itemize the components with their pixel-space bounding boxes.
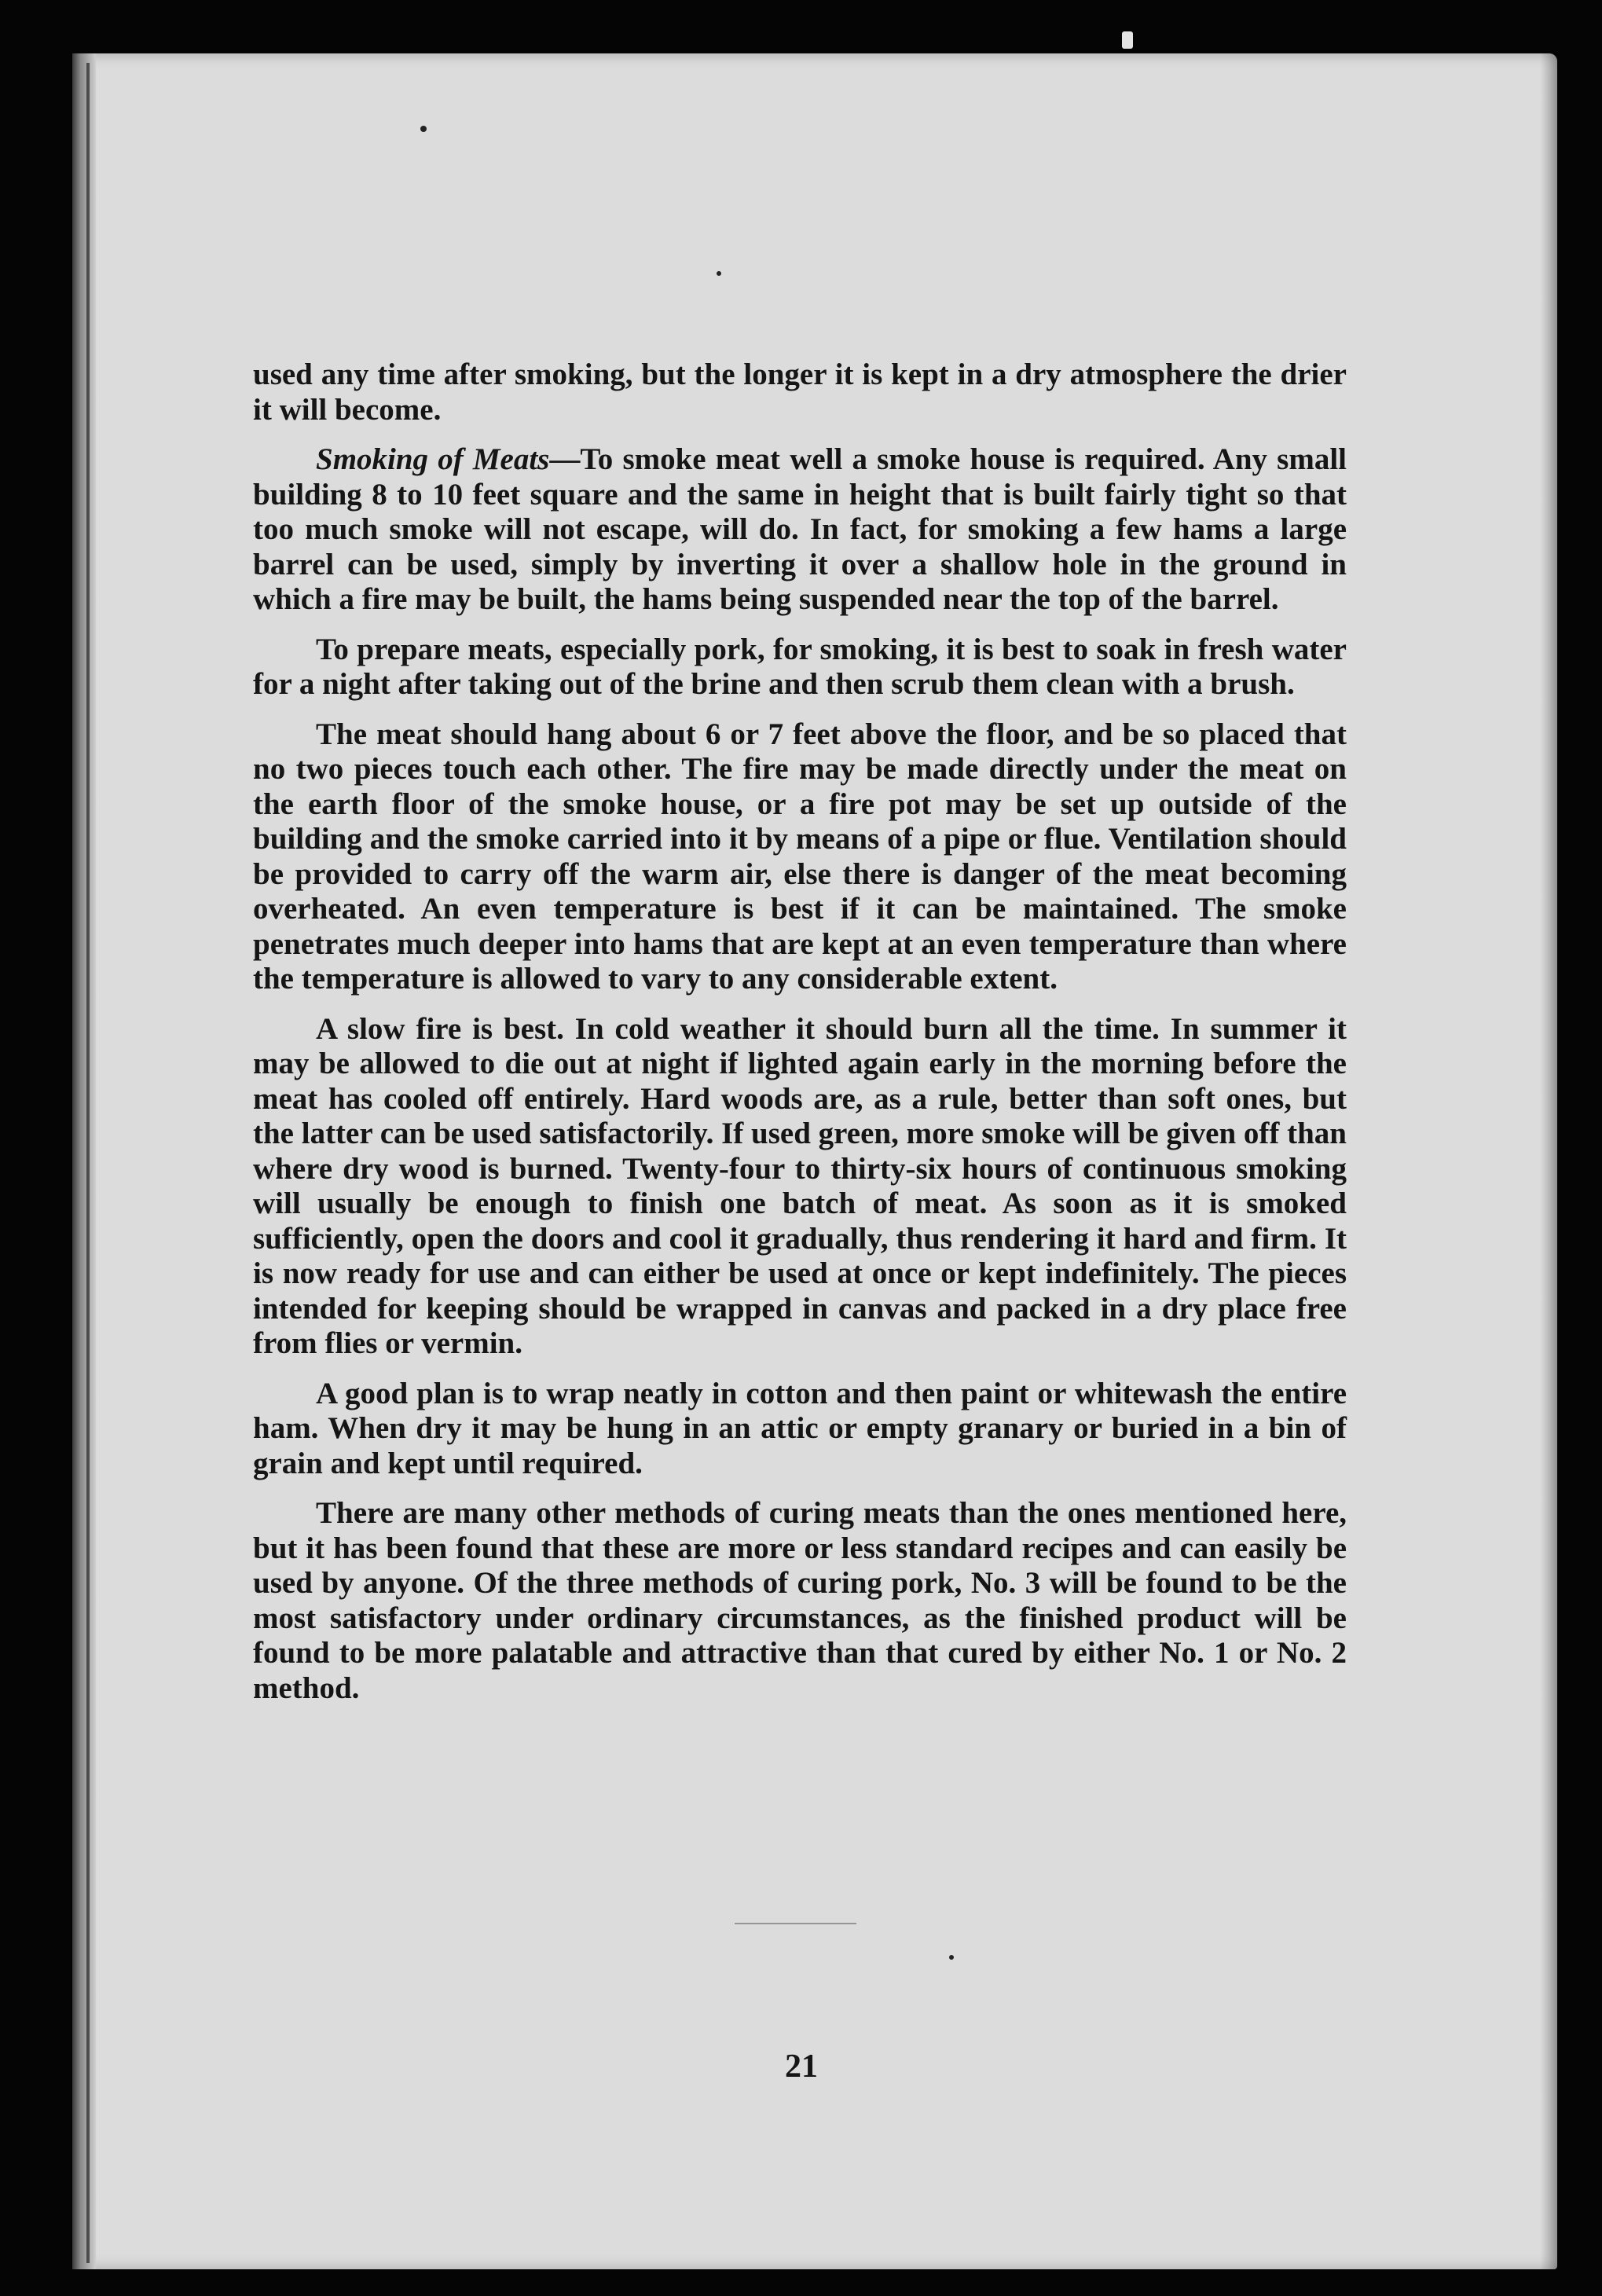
paragraph xyxy=(253,633,1347,702)
scan-speck xyxy=(717,271,721,276)
page-number: 21 xyxy=(785,2048,818,2085)
body-text xyxy=(253,358,1347,1721)
paragraph xyxy=(253,1377,1347,1482)
paragraph-text: The meat should hang about 6 or 7 feet above the floor, and be so placed that no two pieces touch each other. The fire may be made directly under the meat on the earth floor of the smoke house, or a fire pot may be set up outside of the building and the smoke carried into it by means of a pipe or flue. Ventilation should be provided to carry off the warm air, else there is danger of the meat becoming overheated. An even temperature is best if it can be maintained. The smoke penetrates much deeper into hams that are kept at an even temperature than where the temperature is allowed to vary to any considerable extent. xyxy=(253,717,1347,996)
paragraph-text: A slow fire is best. In cold weather it should burn all the time. In summer it may be allowed to die out at night if lighted again early in the morning before the meat has cooled off entirely. Hard woods are, as a rule, better than soft ones, but the latter can be used satisfactorily. If used green, more smoke will be given off than where dry wood is burned. Twenty-four to thirty-six hours of continuous smoking will usually be enough to finish one batch of meat. As soon as it is smoked sufficiently, open the doors and cool it gradually, thus rendering it hard and firm. It is now ready for use and can either be used at once or kept indefinitely. The pieces intended for keeping should be wrapped in canvas and packed in a dry place free from flies or vermin. xyxy=(253,1011,1347,1360)
paragraph-text: —To smoke meat well a smoke house is required. Any small building 8 to 10 feet square and the same in height that is built fairly tight so that too much smoke will not escape, will do. In fact, for smoking a few hams a large barrel can be used, simply by inverting it over a shallow hole in the ground in which a fire may be built, the hams being suspended near the top of the barrel. xyxy=(253,442,1347,616)
paragraph-text: used any time after smoking, but the longer it is kept in a dry atmosphere the drier it will become. xyxy=(253,358,1347,427)
paragraph-text: To prepare meats, especially pork, for smoking, it is best to soak in fresh water for a night after taking out of the brine and then scrub them clean with a brush. xyxy=(253,632,1347,701)
paragraph xyxy=(253,1012,1347,1362)
scan-speck xyxy=(949,1955,954,1960)
section-divider xyxy=(735,1923,856,1924)
paragraph-text: There are many other methods of curing meats than the ones mentioned here, but it has been found that these are more or less standard recipes and can easily be used by anyone. Of the three methods of curing pork, No. 3 will be found to be the most satisfactory under ordinary circumstances, as the finished product will be found to be more palatable and attractive than that cured by either No. 1 or No. 2 method. xyxy=(253,1496,1347,1705)
paragraph xyxy=(253,717,1347,997)
scan-speck xyxy=(1122,31,1133,49)
scan-speck xyxy=(420,126,427,132)
run-in-heading: Smoking of Meats xyxy=(316,442,550,476)
gutter-shadow-line xyxy=(86,63,90,2263)
paragraph xyxy=(253,1496,1347,1706)
paragraph-text: A good plan is to wrap neatly in cotton and then paint or whitewash the entire ham. When dry it may be hung in an attic or empty granary or buried in a bin of grain and kept until required. xyxy=(253,1376,1347,1480)
page-edge-shadow xyxy=(1540,53,1557,2269)
paragraph xyxy=(253,358,1347,427)
binding-gutter xyxy=(72,53,96,2269)
paragraph xyxy=(253,442,1347,618)
